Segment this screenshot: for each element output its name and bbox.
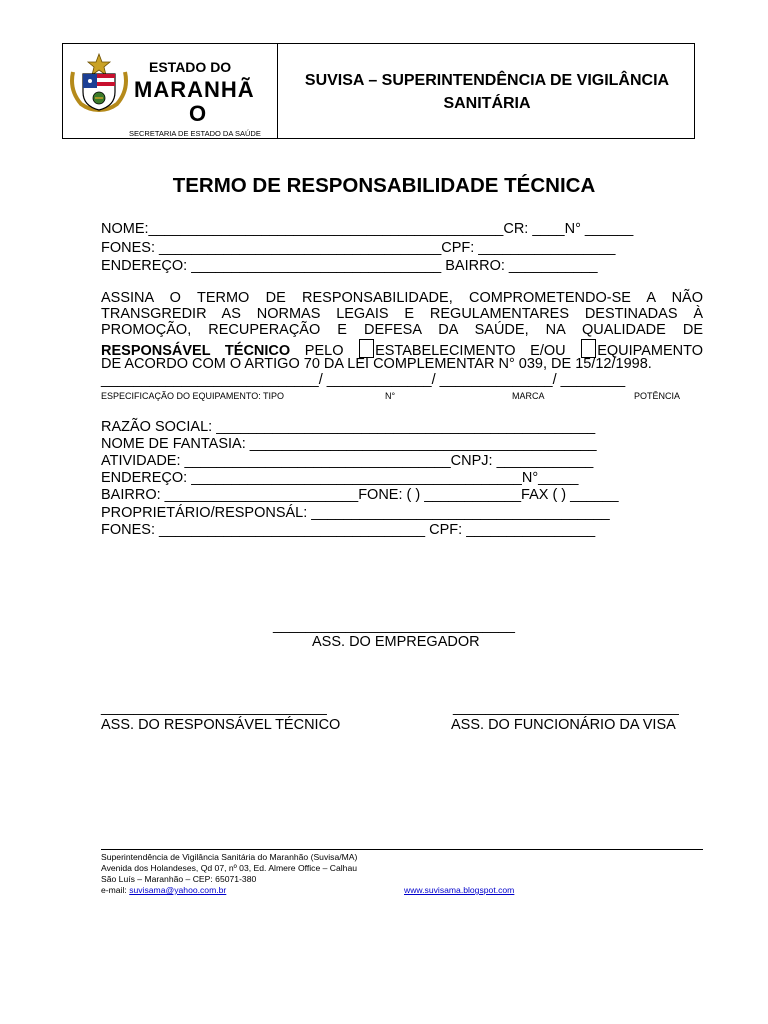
state-name-line1: ESTADO DO	[149, 59, 232, 75]
footer-line2: Avenida dos Holandeses, Qd 07, nº 03, Ed. Almere Office – Calhau	[101, 863, 358, 873]
field-name-cr[interactable]: NOME:____________________________________________CR: ____N° ______	[101, 221, 634, 237]
employer-signature-line[interactable]: ______________________________	[273, 618, 515, 634]
equipment-blanks[interactable]: ___________________________/ _____________/ ______________/ ________	[101, 372, 626, 388]
statement-line5: DE ACORDO COM O ARTIGO 70 DA LEI COMPLEMENTAR N° 039, DE 15/12/1998.	[101, 356, 652, 372]
visa-signature-label: ASS. DO FUNCIONÁRIO DA VISA	[451, 717, 676, 733]
footer-divider	[101, 849, 703, 850]
establishment-label: ESTABELECIMENTO E/OU	[375, 343, 566, 359]
pelo-label: PELO	[304, 343, 344, 359]
footer-line1: Superintendência de Vigilância Sanitária do Maranhão (Suvisa/MA)	[101, 852, 358, 862]
suvisa-title: SUVISA – SUPERINTENDÊNCIA DE VIGILÂNCIA SANITÁRIA	[304, 72, 670, 112]
visa-signature-line[interactable]: ____________________________	[453, 700, 679, 716]
document-title: TERMO DE RESPONSABILIDADE TÉCNICA	[172, 174, 596, 197]
responsible-technician-label: RESPONSÁVEL TÉCNICO	[101, 343, 291, 359]
state-name-line3: O	[189, 101, 207, 126]
field-fones-cpf[interactable]: FONES: _________________________________ CPF: ________________	[101, 522, 596, 538]
email-label: e-mail:	[101, 885, 130, 895]
field-proprietario[interactable]: PROPRIETÁRIO/RESPONSÁL: _____________________________________	[101, 505, 610, 521]
state-coat-of-arms-icon	[67, 52, 131, 114]
statement-line3: PROMOÇÃO, RECUPERAÇÃO E DEFESA DA SAÚDE, NA QUALIDADE DE	[101, 322, 703, 338]
field-address-district[interactable]: ENDEREÇO: _______________________________ BAIRRO: ___________	[101, 258, 598, 274]
website-link[interactable]: www.suvisama.blogspot.com	[404, 885, 515, 895]
header-box	[62, 43, 695, 139]
statement-line2: TRANSGREDIR AS NORMAS LEGAIS E REGULAMENTARES DESTINADAS À	[101, 306, 703, 322]
equipment-power-label: POTÊNCIA	[634, 391, 681, 401]
field-nome-fantasia[interactable]: NOME DE FANTASIA: ___________________________________________	[101, 436, 597, 452]
equipment-spec-label: ESPECIFICAÇÃO DO EQUIPAMENTO: TIPO	[101, 391, 285, 401]
technician-signature-label: ASS. DO RESPONSÁVEL TÉCNICO	[101, 717, 341, 733]
secretaria-label: SECRETARIA DE ESTADO DA SAÚDE	[129, 129, 261, 138]
field-bairro-fone-fax[interactable]: BAIRRO: ________________________FONE: ( ) ____________FAX ( ) ______	[101, 487, 619, 503]
field-endereco-numero[interactable]: ENDEREÇO: _________________________________________N°_____	[101, 470, 579, 486]
footer-line3: São Luís – Maranhão – CEP: 65071-380	[101, 874, 257, 884]
field-atividade-cnpj[interactable]: ATIVIDADE: _________________________________CNPJ: ____________	[101, 453, 594, 469]
email-link[interactable]: suvisama@yahoo.com.br	[129, 885, 227, 895]
statement-line1: ASSINA O TERMO DE RESPONSABILIDADE, COMPROMETENDO-SE A NÃO	[101, 290, 703, 306]
field-phones-cpf[interactable]: FONES: ___________________________________CPF: _________________	[101, 240, 616, 256]
employer-signature-label: ASS. DO EMPREGADOR	[312, 634, 480, 650]
equipment-label: EQUIPAMENTO	[597, 343, 704, 359]
field-razao-social[interactable]: RAZÃO SOCIAL: _______________________________________________	[101, 419, 596, 435]
state-name-line2: MARANHÃ	[134, 77, 255, 102]
technician-signature-line[interactable]: ____________________________	[101, 700, 327, 716]
equipment-number-label: N°	[385, 391, 396, 401]
footer-email-row	[101, 885, 226, 895]
equipment-brand-label: MARCA	[512, 391, 545, 401]
